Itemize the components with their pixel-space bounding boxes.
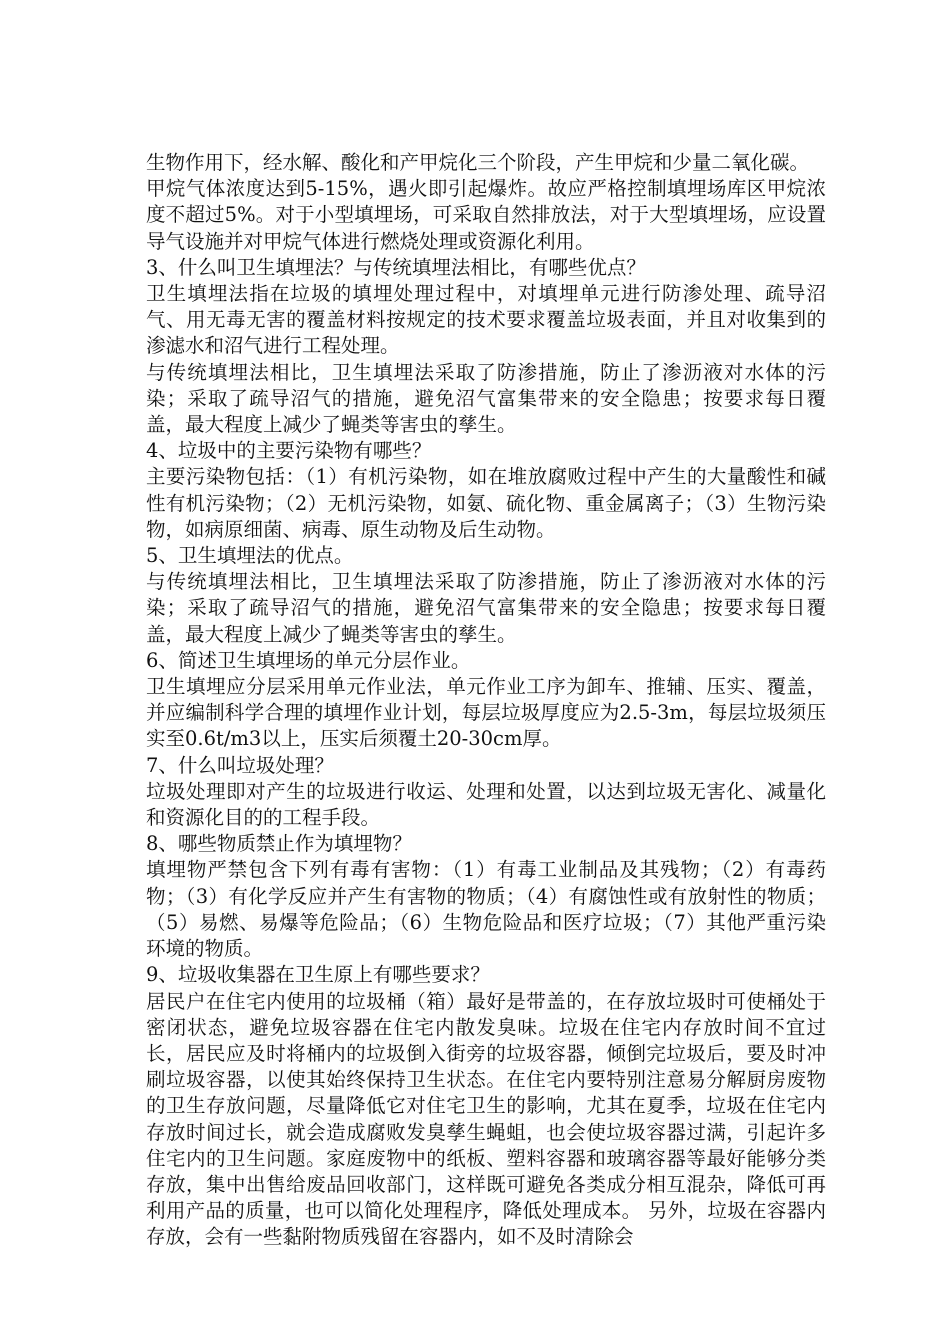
question-7-heading: 7、什么叫垃圾处理？	[146, 753, 334, 777]
answer-8: 填埋物严禁包含下列有毒有害物：（1）有毒工业制品及其残物；（2）有毒药物；（3）有化学反应并产生有害物的物质；（4）有腐蚀性或有放射性的物质；（5）易燃、易爆等危险品；（6）生物危险品和医疗垃圾；（7）其他严重污染环境的物质。	[146, 858, 826, 961]
answer-4: 主要污染物包括：（1）有机污染物，如在堆放腐败过程中产生的大量酸性和碱性有机污染物；（2）无机污染物，如氨、硫化物、重金属离子；（3）生物污染物，如病原细菌、病毒、原生动物及后生动物。	[146, 465, 826, 541]
question-9-heading: 9、垃圾收集器在卫生原上有哪些要求？	[146, 963, 490, 987]
answer-3-advantages: 与传统填埋法相比，卫生填埋法采取了防渗措施，防止了渗沥液对水体的污染；采取了疏导沼气的措施，避免沼气富集带来的安全隐患；按要求每日覆盖，最大程度上减少了蝇类等害虫的孳生。	[146, 360, 826, 437]
answer-3-definition: 卫生填埋法指在垃圾的填埋处理过程中，对填埋单元进行防渗处理、疏导沼气、用无毒无害的覆盖材料按规定的技术要求覆盖垃圾表面，并且对收集到的渗滤水和沼气进行工程处理。	[146, 282, 826, 358]
answer-9: 居民户在住宅内使用的垃圾桶（箱）最好是带盖的，在存放垃圾时可使桶处于密闭状态，避免垃圾容器在住宅内散发臭味。垃圾在住宅内存放时间不宜过长，居民应及时将桶内的垃圾倒入街旁的垃圾容器，倾倒完垃圾后，要及时冲刷垃圾容器，以使其始终保持卫生状态。在住宅内要特别注意易分解厨房废物的卫生存放问题，尽量降低它对住宅卫生的影响，尤其在夏季，垃圾在住宅内存放时间过长，就会造成腐败发臭孳生蝇蛆，也会使垃圾容器过满，引起许多住宅内的卫生问题。家庭废物中的纸板、塑料容器和玻璃容器等最好能够分类存放，集中出售给废品回收部门，这样既可避免各类成分相互混杂，降低可再利用产品的质量，也可以简化处理程序，降低处理成本。 另外，垃圾在容器内存放，会有一些黏附物质残留在容器内，如不及时清除会	[146, 989, 826, 1249]
document-body	[146, 150, 826, 1251]
question-4-heading: 4、垃圾中的主要污染物有哪些？	[146, 439, 432, 463]
paragraph-methane-control: 甲烷气体浓度达到5-15%，遇火即引起爆炸。故应严格控制填埋场库区甲烷浓度不超过5%。对于小型填埋场，可采取自然排放法，对于大型填埋场，应设置导气设施并对甲烷气体进行燃烧处理或资源化利用。	[146, 177, 826, 253]
answer-6: 卫生填埋应分层采用单元作业法，单元作业工序为卸车、推辅、压实、覆盖，并应编制科学合理的填埋作业计划，每层垃圾厚度应为2.5-3m，每层垃圾须压实至0.6t/m3以上，压实后须覆土20-30cm厚。	[146, 675, 826, 751]
answer-5: 与传统填埋法相比，卫生填埋法采取了防渗措施，防止了渗沥液对水体的污染；采取了疏导沼气的措施，避免沼气富集带来的安全隐患；按要求每日覆盖，最大程度上减少了蝇类等害虫的孳生。	[146, 570, 826, 646]
question-6-heading: 6、简述卫生填埋场的单元分层作业。	[146, 648, 471, 672]
question-3-heading: 3、什么叫卫生填埋法？与传统填埋法相比，有哪些优点？	[146, 255, 646, 279]
question-5-heading: 5、卫生填埋法的优点。	[146, 544, 354, 568]
paragraph-methane-formation: 生物作用下，经水解、酸化和产甲烷化三个阶段，产生甲烷和少量二氧化碳。	[146, 151, 810, 174]
answer-7: 垃圾处理即对产生的垃圾进行收运、处理和处置，以达到垃圾无害化、减量化和资源化目的的工程手段。	[146, 779, 826, 830]
question-8-heading: 8、哪些物质禁止作为填埋物？	[146, 832, 412, 856]
